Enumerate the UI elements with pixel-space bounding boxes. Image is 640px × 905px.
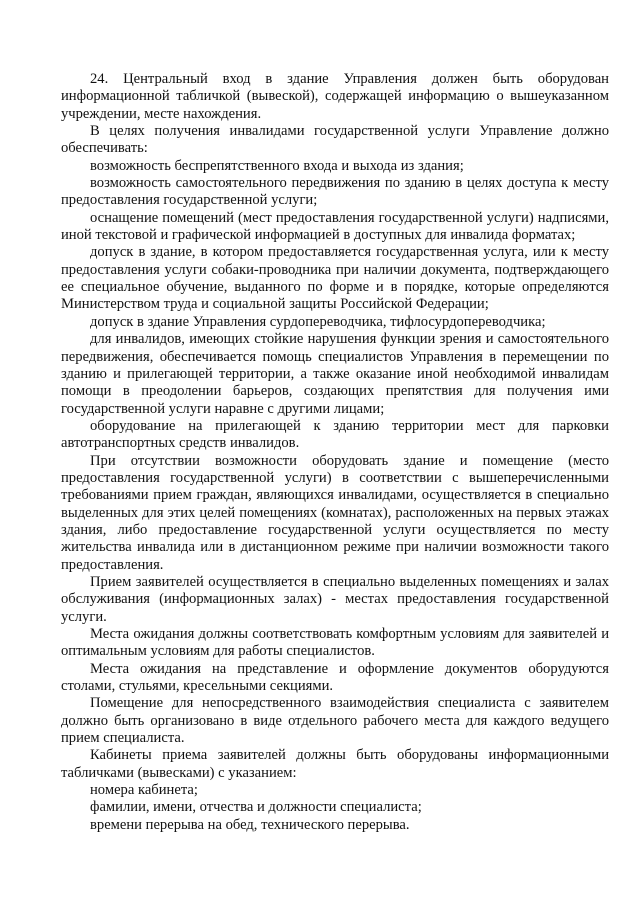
list-item-break-time: времени перерыва на обед, технического перерыва.: [90, 816, 410, 833]
list-item-assistance: для инвалидов, имеющих стойкие нарушения функции зрения и самостоятельного передвижения, обеспечивается помощь специалистов Управления в перемещении по зданию и прилегающей территории, а также оказание иной необходимой инвалидам помощи в преодолении барьеров, создающих препятствия для получения ими государственной услуги наравне с другими лицами;: [61, 331, 609, 417]
paragraph-entrance-sign: 24. Центральный вход в здание Управления должен быть оборудован информационной табличкой (вывеской), содержащей информацию о вышеуказанном учреждении, месте нахождения.: [61, 71, 609, 122]
paragraph-alternative-premises: При отсутствии возможности оборудовать здание и помещение (место предоставления государственной услуги) в соответствии с вышеперечисленными требованиями прием граждан, являющихся инвалидами, осуществляется в специально выделенных для этих целей помещениях (комнатах), расположенных на первых этажах здания, либо предоставление государственной услуги осуществляется по месту жительства инвалида или в дистанционном режиме при наличии возможности такого предоставления.: [61, 452, 609, 573]
document-page: [61, 71, 609, 834]
list-item-movement: возможность самостоятельного передвижения по зданию в целях доступа к месту предоставления государственной услуги;: [61, 175, 609, 209]
paragraph-reception-halls: Прием заявителей осуществляется в специально выделенных помещениях и залах обслуживания (информационных залах) - местах предоставления государственной услуги.: [61, 573, 609, 625]
list-item-room-number: номера кабинета;: [90, 782, 198, 799]
paragraph-workplace: Помещение для непосредственного взаимодействия специалиста с заявителем должно быть организовано в виде отдельного рабочего места для каждого ведущего прием специалиста.: [61, 695, 609, 747]
list-item-specialist-name: фамилии, имени, отчества и должности специалиста;: [90, 799, 422, 816]
list-item-parking: оборудование на прилегающей к зданию территории мест для парковки автотранспортных средств инвалидов.: [61, 417, 609, 452]
paragraph-accessibility-intro: В целях получения инвалидами государственной услуги Управление должно обеспечивать:: [61, 123, 609, 157]
paragraph-office-signs: Кабинеты приема заявителей должны быть оборудованы информационными табличками (вывесками) с указанием:: [61, 747, 609, 781]
list-item-entry-exit: возможность беспрепятственного входа и выхода из здания;: [90, 157, 464, 174]
list-item-signage: оснащение помещений (мест предоставления государственной услуги) надписями, иной текстовой и графической информацией в доступных для инвалида форматах;: [61, 209, 609, 244]
paragraph-waiting-furniture: Места ожидания на представление и оформление документов оборудуются столами, стульями, кресельными секциями.: [61, 660, 609, 695]
paragraph-waiting-areas: Места ожидания должны соответствовать комфортным условиям для заявителей и оптимальным условиям для работы специалистов.: [61, 626, 609, 660]
list-item-guide-dog: допуск в здание, в котором предоставляется государственная услуга, или к месту предоставления услуги собаки-проводника при наличии документа, подтверждающего ее специальное обучение, выданного по форме и в порядке, которые определяются Министерством труда и социальной защиты Российской Федерации;: [61, 244, 609, 313]
list-item-interpreter: допуск в здание Управления сурдопереводчика, тифлосурдопереводчика;: [90, 313, 546, 330]
